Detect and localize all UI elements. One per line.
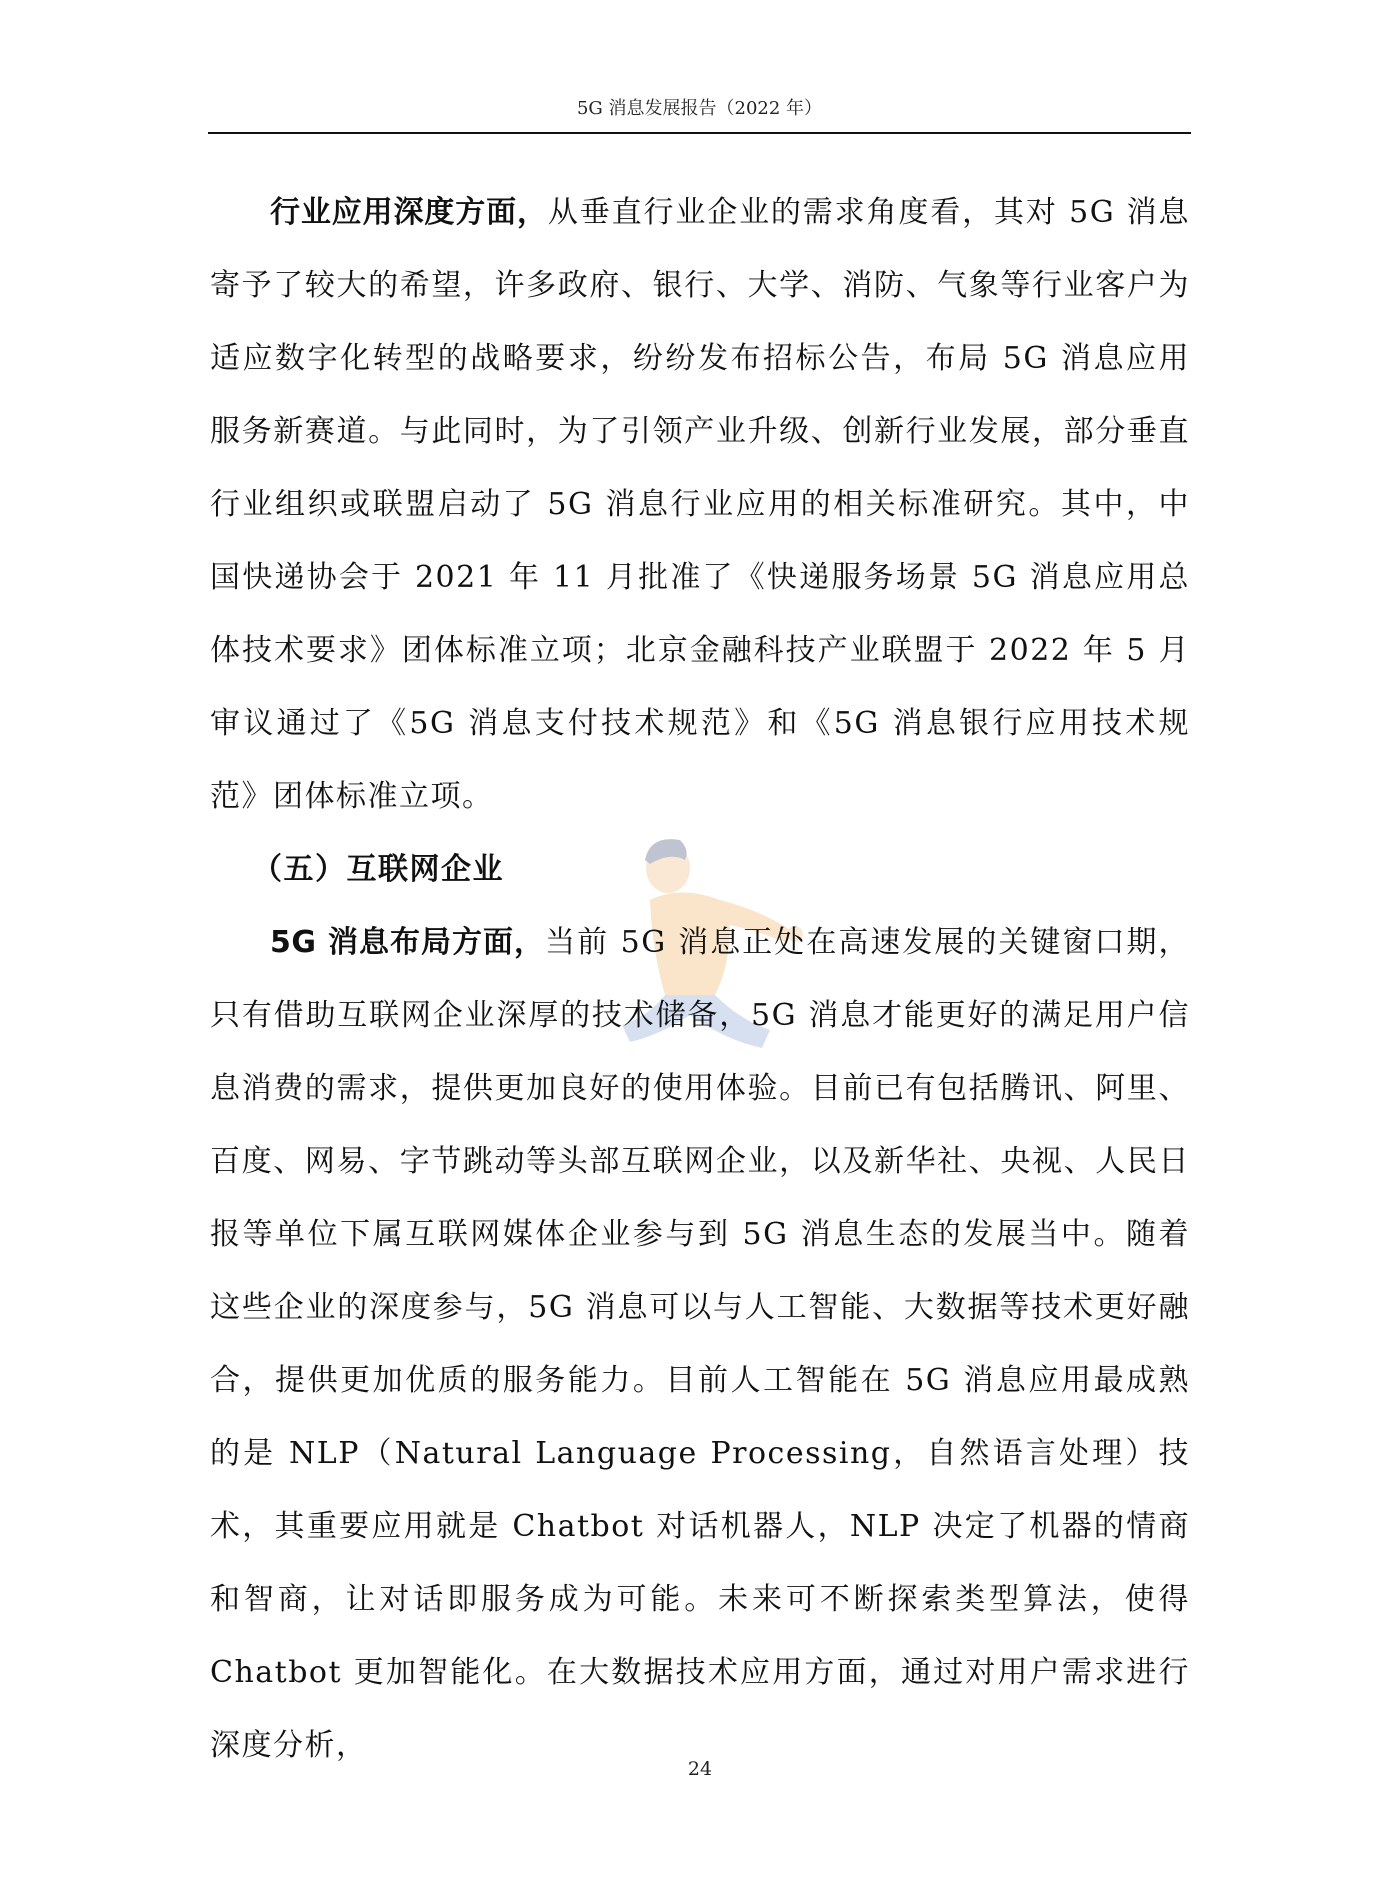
paragraph-internet-enterprises xyxy=(210,906,1190,1782)
header-title: 5G 消息发展报告（2022 年） xyxy=(576,98,823,119)
paragraph-text: 当前 5G 消息正处在高速发展的关键窗口期，只有借助互联网企业深厚的技术储备，5G 消息才能更好的满足用户信息消费的需求，提供更加良好的使用体验。目前已有包括腾讯、阿里、百度、网易、字节跳动等头部互联网企业，以及新华社、央视、人民日报等单位下属互联网媒体企业参与到 5G 消息生态的发展当中。随着这些企业的深度参与，5G 消息可以与人工智能、大数据等技术更好融合，提供更加优质的服务能力。目前人工智能在 5G 消息应用最成熟的是 NLP（Natural Language Processing，自然语言处理）技术，其重要应用就是 Chatbot 对话机器人，NLP 决定了机器的情商和智商，让对话即服务成为可能。未来可不断探索类型算法，使得 Chatbot 更加智能化。在大数据技术应用方面，通过对用户需求进行深度分析， xyxy=(210,925,1190,1763)
paragraph-text: 从垂直行业企业的需求角度看，其对 5G 消息寄予了较大的希望，许多政府、银行、大学、消防、气象等行业客户为适应数字化转型的战略要求，纷纷发布招标公告，布局 5G 消息应用服务新赛道。与此同时，为了引领产业升级、创新行业发展，部分垂直行业组织或联盟启动了 5G 消息行业应用的相关标准研究。其中，中国快递协会于 2021 年 11 月批准了《快递服务场景 5G 消息应用总体技术要求》团体标准立项；北京金融科技产业联盟于 2022 年 5 月审议通过了《5G 消息支付技术规范》和《5G 消息银行应用技术规范》团体标准立项。 xyxy=(210,195,1191,814)
report-body xyxy=(210,176,1190,1782)
page-number: 24 xyxy=(687,1758,713,1780)
paragraph-industry-application xyxy=(210,176,1190,833)
paragraph-lead: 5G 消息布局方面， xyxy=(270,925,546,960)
paragraph-lead: 行业应用深度方面， xyxy=(270,195,548,230)
section-heading: （五）互联网企业 xyxy=(252,852,504,887)
page-header xyxy=(208,96,1191,134)
